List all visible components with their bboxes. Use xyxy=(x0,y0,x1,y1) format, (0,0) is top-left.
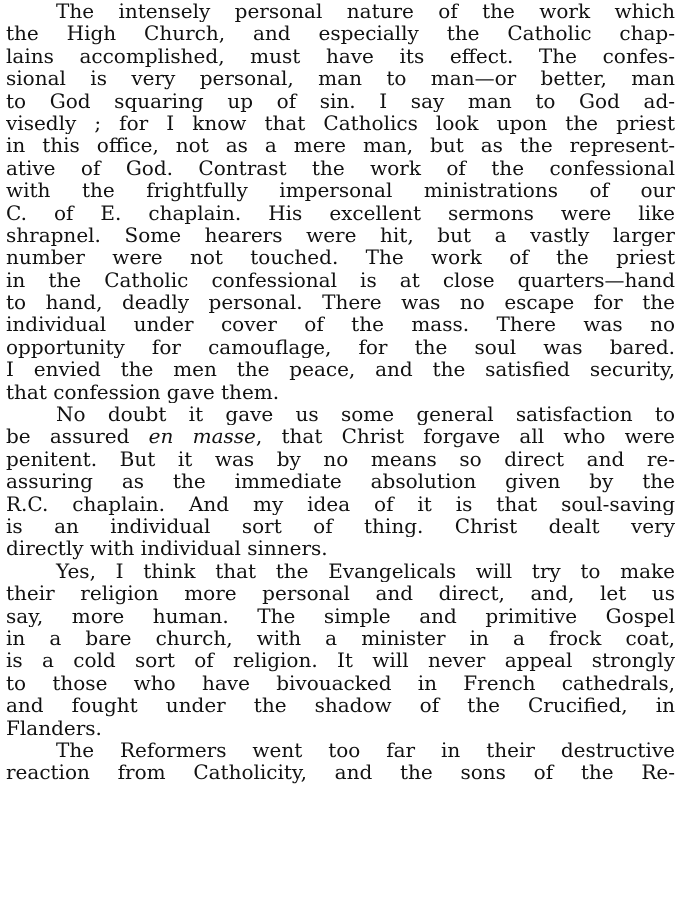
text-line: to those who have bivouacked in French cathedrals, xyxy=(6,671,675,695)
text-line: sional is very personal, man to man—or better, man xyxy=(6,67,675,90)
text-line: Yes, I think that the Evangelicals will try to make xyxy=(56,559,675,583)
text-line: R.C. chaplain. And my idea of it is that soul-saving xyxy=(6,492,675,515)
text-line: C. of E. chaplain. His excellent sermons were like xyxy=(6,201,675,224)
paragraph-reformers xyxy=(6,739,675,784)
paragraph-absolution xyxy=(6,403,675,560)
text-line: is an individual sort of thing. Christ dealt very xyxy=(6,514,675,538)
text-line: and fought under the shadow of the Crucified, in xyxy=(6,694,675,717)
text-line: visedly ; for I know that Catholics look upon the priest xyxy=(6,111,675,135)
text-line: in a bare church, with a minister in a frock coat, xyxy=(6,626,675,650)
text-line: No doubt it gave us some general satisfaction to xyxy=(56,403,675,426)
text-line: I envied the men the peace, and the satisfied security, xyxy=(6,358,675,381)
text-line: shrapnel. Some hearers were hit, but a vastly larger xyxy=(6,223,675,247)
text-line: in the Catholic confessional is at close quarters—hand xyxy=(6,268,675,292)
text-segment: , that Christ forgave all who were xyxy=(255,425,675,448)
text-line: assuring as the immediate absolution given by the xyxy=(6,470,675,493)
text-line: to hand, deadly personal. There was no escape for the xyxy=(6,291,675,314)
text-line: directly with individual sinners. xyxy=(6,537,328,560)
text-line: lains accomplished, must have its effect. The confes- xyxy=(6,44,675,68)
text-line: number were not touched. The work of the priest xyxy=(6,246,675,269)
text-line: The Reformers went too far in their destructive xyxy=(56,738,675,762)
text-line: in this office, not as a mere man, but as the represent- xyxy=(6,134,675,157)
text-line: say, more human. The simple and primitive Gospel xyxy=(6,604,675,627)
text-line: that confession gave them. xyxy=(6,380,280,404)
text-line: their religion more personal and direct, and, let us xyxy=(6,582,675,605)
text-line: with the frightfully impersonal ministrations of our xyxy=(6,179,675,202)
text-line: opportunity for camouflage, for the soul was bared. xyxy=(6,335,675,359)
text-line: penitent. But it was by no means so direct and re- xyxy=(6,447,675,471)
text-line: is a cold sort of religion. It will never appeal strongly xyxy=(6,649,675,672)
paragraph-confessional xyxy=(6,0,675,403)
text-line: The intensely personal nature of the work which xyxy=(56,0,675,23)
text-line: reaction from Catholicity, and the sons of the Re- xyxy=(6,761,675,784)
text-line: individual under cover of the mass. There was no xyxy=(6,313,675,336)
text-line: to God squaring up of sin. I say man to God ad- xyxy=(6,89,675,112)
text-line: ative of God. Contrast the work of the confessional xyxy=(6,156,675,180)
text-line: Flanders. xyxy=(6,716,102,739)
italic-phrase: en masse xyxy=(148,425,256,448)
text-line: the High Church, and especially the Catholic chap- xyxy=(6,22,675,45)
text-segment: be assured xyxy=(6,425,149,448)
paragraph-evangelicals xyxy=(6,560,675,739)
text-line-with-italic xyxy=(6,425,675,447)
